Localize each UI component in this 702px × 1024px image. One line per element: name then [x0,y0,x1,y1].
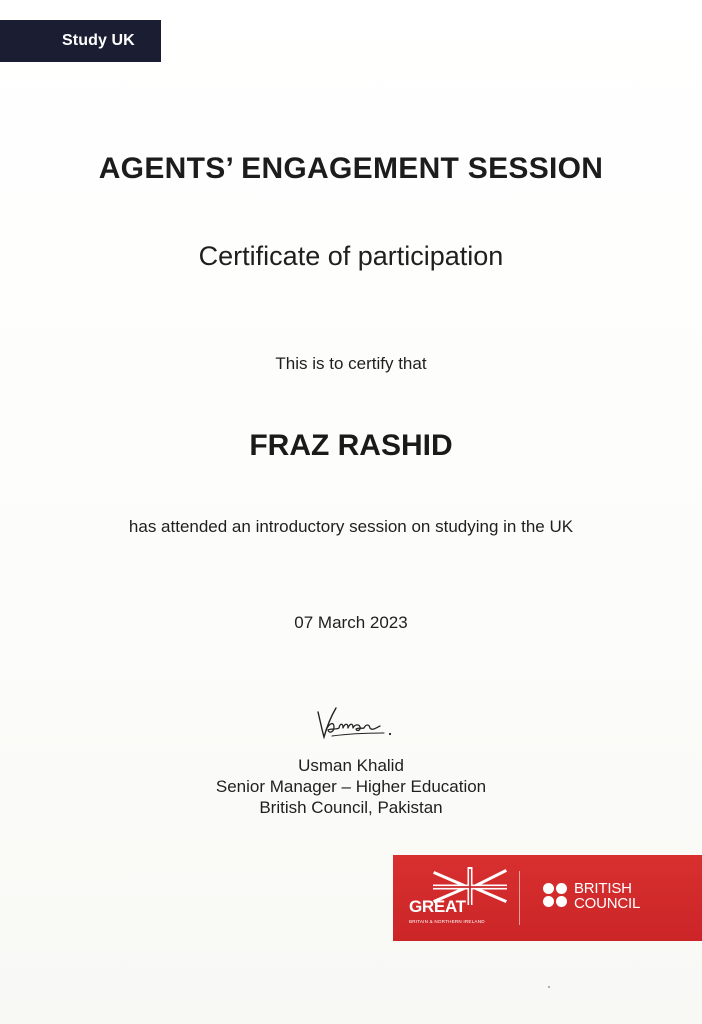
signatory-block [0,755,702,818]
british-council-line-2: COUNCIL [574,895,641,912]
certify-line: This is to certify that [275,354,427,373]
british-council-dots-icon [543,883,571,911]
footer-logo-band [393,855,702,941]
certificate-date: 07 March 2023 [294,613,408,632]
certificate-subtitle: Certificate of participation [198,241,504,271]
british-council-line-1: BRITISH [574,880,632,897]
recipient-name: FRAZ RASHID [249,429,453,462]
study-uk-tab [0,20,161,62]
signatory-role: Senior Manager – Higher Education [215,777,487,796]
great-britain-logo [407,867,507,929]
paper-speck [548,986,550,988]
study-uk-label: Study UK [62,32,135,49]
great-wordmark: GREAT [409,897,466,916]
certificate-title: AGENTS’ ENGAGEMENT SESSION [98,152,604,185]
signatory-organisation: British Council, Pakistan [259,798,443,817]
great-subtitle: BRITAIN & NORTHERN IRELAND [409,919,485,924]
participation-statement: has attended an introductory session on studying in the UK [128,517,574,536]
signature-icon [312,700,402,744]
signatory-name: Usman Khalid [298,756,404,775]
logo-divider [519,871,520,925]
british-council-wordmark [574,881,640,911]
